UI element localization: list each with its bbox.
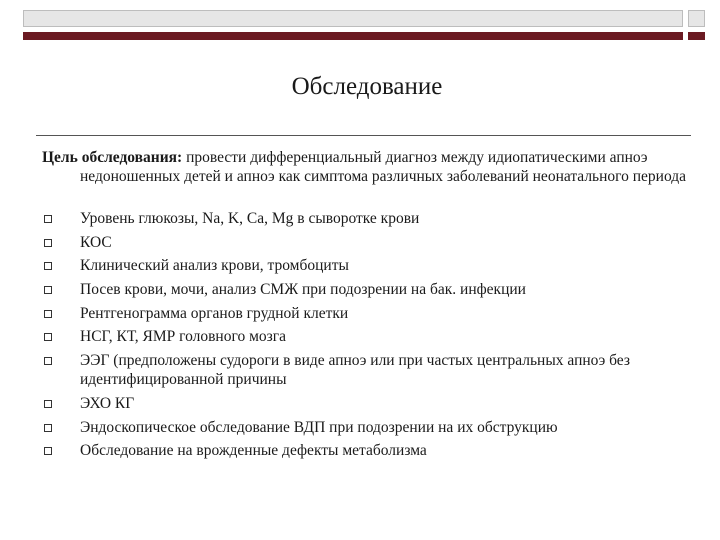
list-item <box>42 304 672 323</box>
square-bullet-icon <box>44 239 52 247</box>
list-item-text: Уровень глюкозы, Na, K, Ca, Mg в сыворотке крови <box>80 210 420 227</box>
intro-label: Цель обследования: <box>42 149 183 166</box>
square-bullet-icon <box>44 286 52 294</box>
list-item-text: Клинический анализ крови, тромбоциты <box>80 257 349 275</box>
list-item <box>42 327 672 346</box>
list-item-text: Рентгенограмма органов грудной клетки <box>80 304 349 322</box>
intro-paragraph <box>42 148 700 186</box>
exam-list <box>42 209 672 465</box>
list-item-text: ЭЭГ (предположены судороги в виде апноэ или при частых центральных апноэ без идентифицированной причины <box>80 352 630 389</box>
list-item-text: Посев крови, мочи, анализ СМЖ при подозрении на бак. инфекции <box>80 281 526 299</box>
list-item-text: НСГ, КТ, ЯМР головного мозга <box>80 328 286 346</box>
square-bullet-icon <box>44 357 52 365</box>
slide-title: Обследование <box>291 73 443 100</box>
list-item <box>42 209 672 228</box>
list-item <box>42 256 672 275</box>
square-bullet-icon <box>44 424 52 432</box>
header-decor-bar-light <box>23 10 683 27</box>
list-item <box>42 233 672 252</box>
list-item <box>42 351 672 389</box>
header-decor-square-dark <box>688 32 705 40</box>
list-item-text: Обследование на врожденные дефекты метаболизма <box>80 442 427 460</box>
square-bullet-icon <box>44 400 52 408</box>
header-decor-square-light <box>688 10 705 27</box>
list-item-text: Эндоскопическое обследование ВДП при подозрении на их обструкцию <box>80 418 558 436</box>
header-decor-bar-dark <box>23 32 683 40</box>
title-divider <box>36 135 691 136</box>
intro-text: провести дифференциальный диагноз между идиопатическими апноэ недоношенных детей и апноэ как симптома различных заболеваний неонатального периода <box>80 149 687 185</box>
list-item <box>42 418 672 437</box>
square-bullet-icon <box>44 262 52 270</box>
list-item-text: КОС <box>80 233 112 251</box>
list-item <box>42 280 672 299</box>
square-bullet-icon <box>44 447 52 455</box>
square-bullet-icon <box>44 215 52 223</box>
square-bullet-icon <box>44 310 52 318</box>
list-item <box>42 441 672 460</box>
list-item-text: ЭХО КГ <box>80 394 135 412</box>
square-bullet-icon <box>44 333 52 341</box>
list-item <box>42 394 672 413</box>
